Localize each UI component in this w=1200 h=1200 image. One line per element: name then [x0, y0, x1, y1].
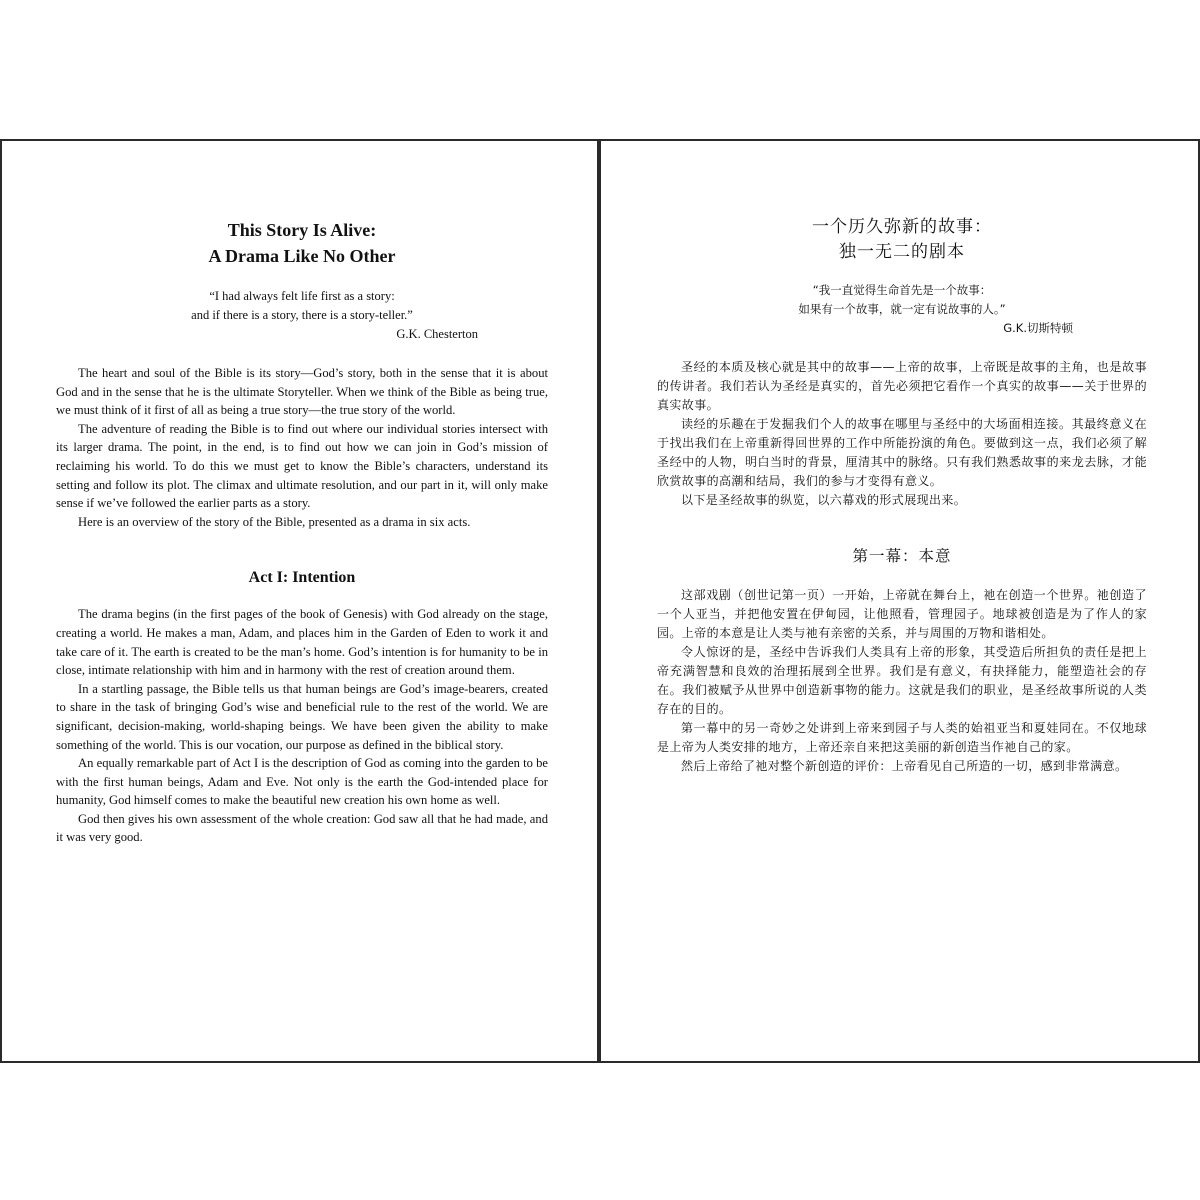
left-page-content: [56, 141, 548, 847]
left-title-line-1: This Story Is Alive:: [227, 220, 377, 240]
left-section-para-1: The drama begins (in the first pages of the book of Genesis) with God already on the stage, creating a world. He makes a man, Adam, and places him in the Garden of Eden to work it and take care of it. The earth is created to be the man’s home. God’s intention is for humanity to be in close, intimate relationship with him and in harmony with the rest of creation around them.: [56, 607, 548, 678]
right-intro-para-3: 以下是圣经故事的纵览，以六幕戏的形式展现出来。: [681, 493, 967, 507]
left-title-line-2: A Drama Like No Other: [208, 246, 396, 266]
right-section-para-1: 这部戏剧（创世记第一页）一开始，上帝就在舞台上，祂在创造一个世界。祂创造了一个人亚当，并把他安置在伊甸园，让他照看，管理园子。地球被创造是为了作人的家园。上帝的本意是让人类与祂有亲密的关系，并与周围的万物和谐相处。: [657, 588, 1147, 640]
right-intro-para-2: 读经的乐趣在于发掘我们个人的故事在哪里与圣经中的大场面相连接。其最终意义在于找出我们在上帝重新得回世界的工作中所能扮演的角色。要做到这一点，我们必须了解圣经中的人物，明白当时的背景，厘清其中的脉络。只有我们熟悉故事的来龙去脉，才能欣赏故事的高潮和结局，我们的参与才变得有意义。: [657, 417, 1147, 488]
left-page-title: [56, 217, 548, 269]
left-epigraph-attribution: G.K. Chesterton: [396, 327, 478, 341]
page-gutter: [597, 141, 601, 1061]
right-page-title: [657, 215, 1147, 265]
right-section-para-2: 令人惊讶的是，圣经中告诉我们人类具有上帝的形象，其受造后所担负的责任是把上帝充满智慧和良效的治理拓展到全世界。我们是有意义，有抉择能力，能塑造社会的存在。我们被赋予从世界中创造新事物的能力。这就是我们的职业，是圣经故事所说的人类存在的目的。: [657, 645, 1147, 716]
right-page-content: [657, 141, 1147, 776]
right-section-heading: 第一幕：本意: [852, 547, 952, 565]
right-epigraph: [657, 281, 1147, 338]
right-intro-text: [657, 358, 1147, 510]
left-intro-para-1: The heart and soul of the Bible is its story—God’s story, both in the sense that it is about God and in the sense that he is the ultimate Storyteller. When we think of the Bible as being true, we must think of it first of all as being a true story—the true story of the world.: [56, 366, 548, 418]
left-intro-para-2: The adventure of reading the Bible is to find out where our individual stories intersect with its larger drama. The point, in the end, is to find out how we can join in God’s mission of reclaiming his world. To do this we must get to know the Bible’s characters, understand its setting and follow its plot. The climax and ultimate resolution, and our part in it, will only make sense if we’ve followed the earlier parts as a story.: [56, 421, 548, 511]
left-intro-para-3: Here is an overview of the story of the Bible, presented as a drama in six acts.: [78, 514, 471, 529]
right-section-text: [657, 586, 1147, 776]
book-spread: [0, 139, 1200, 1063]
right-section-para-4: 然后上帝给了祂对整个新创造的评价：上帝看见自己所造的一切，感到非常满意。: [681, 759, 1128, 773]
left-section-para-3: An equally remarkable part of Act I is the description of God as coming into the garden to be with the first human beings, Adam and Eve. Not only is the earth the God-intended place for humanity, God himself comes to make the beautiful new creation his own home as well.: [56, 756, 548, 808]
right-title-line-1: 一个历久弥新的故事：: [812, 217, 992, 237]
left-epigraph-line-2: and if there is a story, there is a story-teller.”: [191, 308, 413, 322]
right-epigraph-line-1: “我一直觉得生命首先是一个故事：: [812, 283, 992, 297]
right-epigraph-line-2: 如果有一个故事，就一定有说故事的人。”: [798, 302, 1006, 316]
left-epigraph-line-1: “I had always felt life first as a story:: [209, 289, 395, 303]
left-section-heading: Act I: Intention: [248, 569, 356, 587]
left-epigraph: [56, 287, 548, 344]
left-intro-text: [56, 364, 548, 531]
left-section-para-2: In a startling passage, the Bible tells us that human beings are God’s image-bearers, created to share in the task of bringing God’s wise and beneficial rule to the rest of the world. We are significant, decision-making, world-shaping beings. We have been given the ability to make something of the world. This is our vocation, our purpose as defined in the biblical story.: [56, 681, 548, 752]
left-section-text: [56, 605, 548, 847]
left-section-para-4: God then gives his own assessment of the whole creation: God saw all that he had made, and it was very good.: [56, 811, 548, 845]
right-section-para-3: 第一幕中的另一奇妙之处讲到上帝来到园子与人类的始祖亚当和夏娃同在。不仅地球是上帝为人类安排的地方，上帝还亲自来把这美丽的新创造当作祂自己的家。: [657, 721, 1147, 754]
right-epigraph-attribution: G.K.切斯特顿: [1003, 321, 1073, 335]
right-title-line-2: 独一无二的剧本: [839, 242, 965, 262]
right-intro-para-1: 圣经的本质及核心就是其中的故事——上帝的故事，上帝既是故事的主角，也是故事的传讲者。我们若认为圣经是真实的，首先必须把它看作一个真实的故事——关于世界的真实故事。: [657, 360, 1147, 412]
